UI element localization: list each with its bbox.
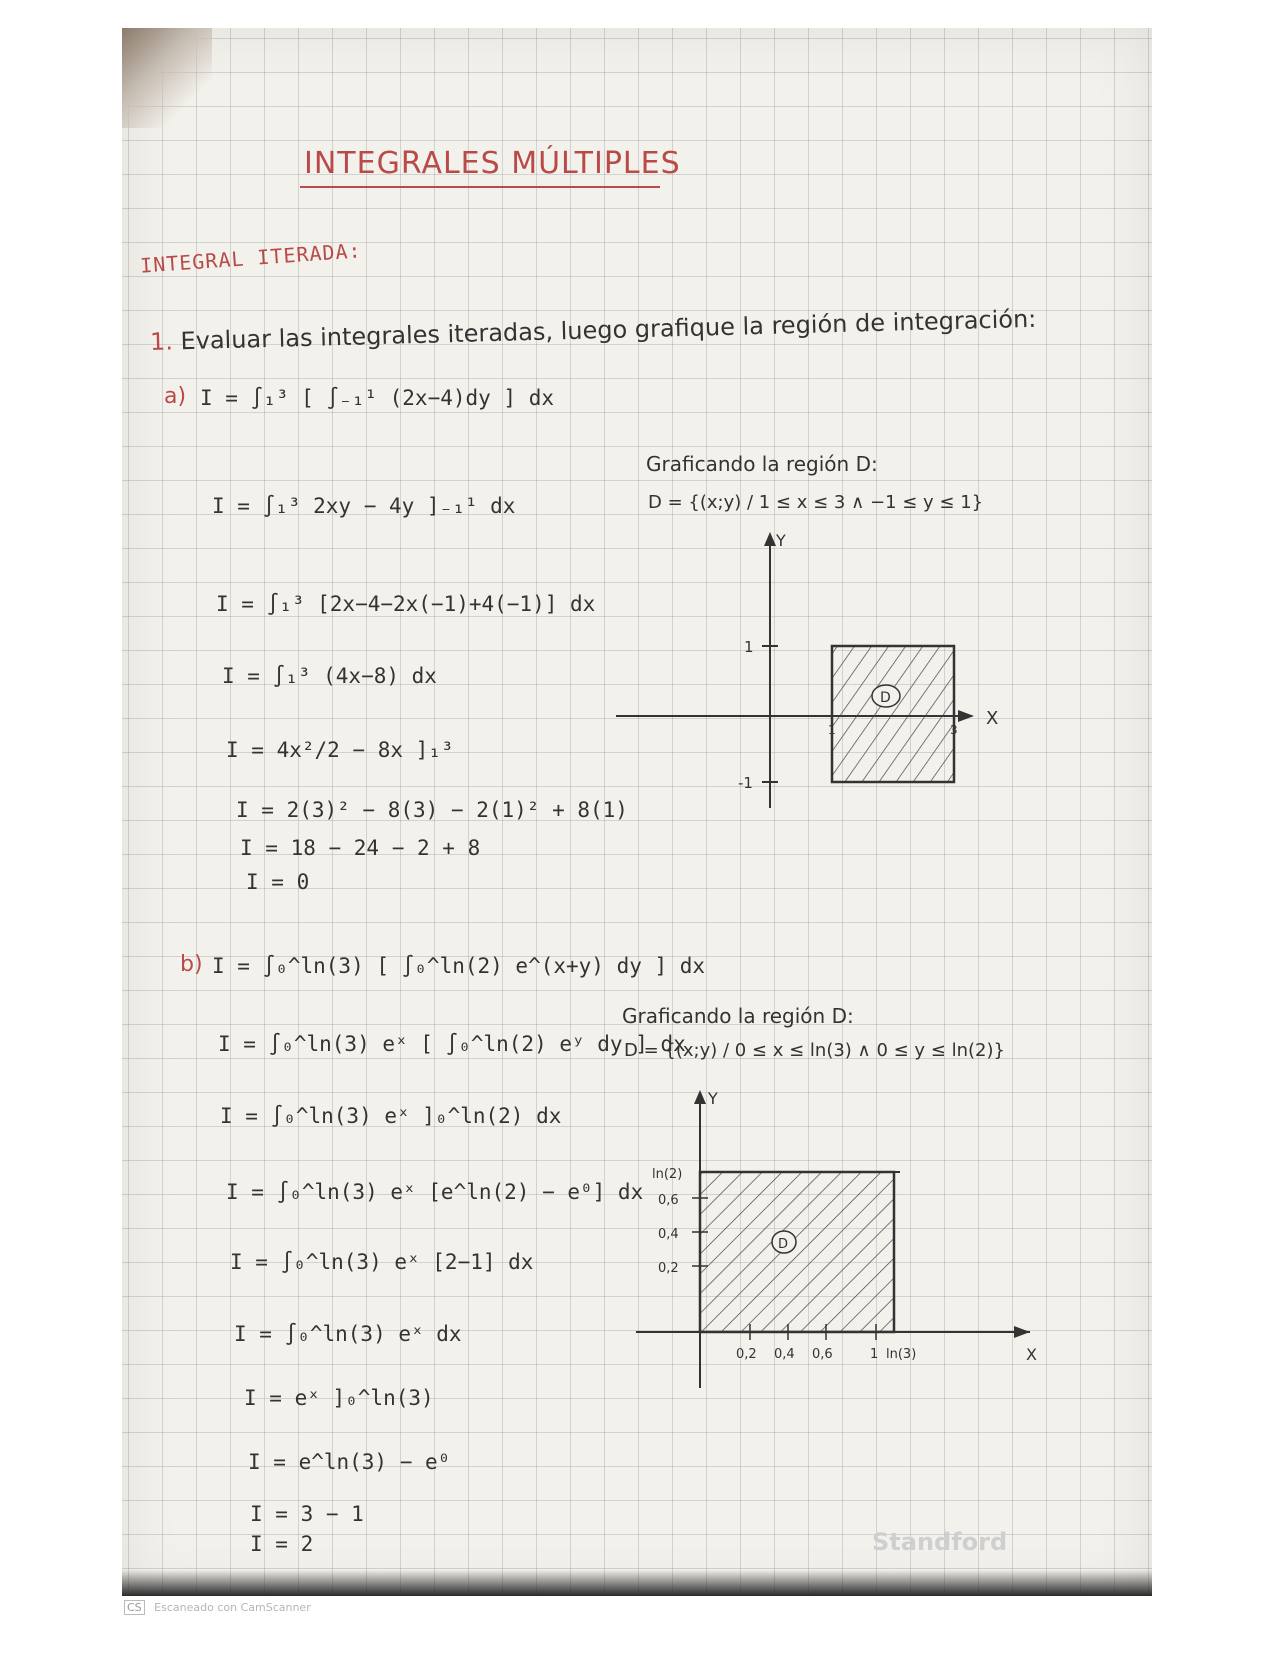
page-bottom-edge — [122, 1570, 1152, 1596]
part-b-step: I = ∫₀^ln(3) eˣ dx — [234, 1322, 462, 1346]
graph-a-x-tick-3: 3 — [950, 723, 958, 737]
graph-a-set: D = {(x;y) / 1 ≤ x ≤ 3 ∧ −1 ≤ y ≤ 1} — [648, 492, 984, 513]
part-a-step: I = 4x²/2 − 8x ]₁³ — [226, 738, 454, 762]
part-b-step: I = eˣ ]₀^ln(3) — [244, 1386, 434, 1410]
title-underline — [300, 186, 660, 188]
part-b-label: b) — [180, 952, 203, 977]
graph-b-region — [700, 1172, 894, 1332]
graph-b-y-tick: 0,6 — [658, 1193, 679, 1208]
section-heading: INTEGRAL ITERADA: — [139, 238, 363, 278]
page-title: INTEGRALES MÚLTIPLES — [304, 146, 681, 181]
graph-b-x-label: X — [1026, 1345, 1037, 1364]
graph-a-region — [832, 646, 954, 782]
part-b-step: I = 3 − 1 — [250, 1502, 364, 1526]
scanner-text: Escaneado con CamScanner — [154, 1601, 311, 1614]
part-a-step: I = 2(3)² − 8(3) − 2(1)² + 8(1) — [236, 798, 628, 822]
graph-b-y-tick: ln(2) — [652, 1167, 683, 1182]
graph-b-x-tick: 0,6 — [812, 1347, 833, 1362]
graph-a-y-tick-bottom: -1 — [738, 774, 753, 792]
graph-a-y-tick-top: 1 — [744, 638, 754, 656]
graph-b-y-label: Y — [708, 1089, 718, 1108]
graph-b-set: D = {(x;y) / 0 ≤ x ≤ ln(3) ∧ 0 ≤ y ≤ ln(2)} — [624, 1040, 1005, 1061]
graph-a-region-label: D — [880, 690, 891, 706]
scanner-logo: CS — [124, 1600, 145, 1615]
graph-b-title: Graficando la región D: — [622, 1004, 854, 1028]
graph-a-x-tick-1: 1 — [828, 723, 836, 737]
graph-b-region-label: D — [778, 1237, 789, 1252]
graph-a-x-label: X — [986, 708, 999, 729]
graph-b-y-tick: 0,2 — [658, 1261, 679, 1276]
graph-a-title: Graficando la región D: — [646, 452, 878, 476]
part-a-step: I = 18 − 24 − 2 + 8 — [240, 836, 481, 860]
part-a-result: I = 0 — [246, 870, 310, 894]
part-a-step: I = ∫₁³ [ ∫₋₁¹ (2x−4)dy ] dx — [200, 386, 555, 410]
graph-a-y-label: Y — [776, 531, 786, 550]
scanner-watermark — [124, 1600, 311, 1615]
page-corner-shadow — [122, 28, 212, 128]
part-b-step: I = e^ln(3) − e⁰ — [248, 1450, 451, 1474]
part-b-result: I = 2 — [250, 1532, 314, 1556]
part-b-step: I = ∫₀^ln(3) eˣ [e^ln(2) − e⁰] dx — [226, 1180, 644, 1204]
part-a-label: a) — [164, 384, 187, 409]
graph-a-x-arrow — [958, 710, 974, 722]
part-a-step: I = ∫₁³ 2xy − 4y ]₋₁¹ dx — [212, 494, 516, 518]
part-b-step: I = ∫₀^ln(3) eˣ ]₀^ln(2) dx — [220, 1104, 562, 1128]
part-b-step: I = ∫₀^ln(3) eˣ [2−1] dx — [230, 1250, 534, 1274]
exercise-text: Evaluar las integrales iteradas, luego grafique la región de integración: — [180, 304, 1037, 356]
graph-a-y-arrow — [764, 532, 776, 546]
graph-b — [630, 1086, 1050, 1396]
graph-b-x-tick: 0,4 — [774, 1347, 795, 1362]
graph-b-y-arrow — [694, 1090, 706, 1104]
part-a-step: I = ∫₁³ [2x−4−2x(−1)+4(−1)] dx — [216, 592, 596, 616]
notebook-brand: Standford — [872, 1528, 1008, 1556]
graph-b-x-tick: 0,2 — [736, 1347, 757, 1362]
graph-a — [612, 528, 1012, 818]
graph-b-x-arrow — [1014, 1326, 1030, 1338]
part-b-step: I = ∫₀^ln(3) [ ∫₀^ln(2) e^(x+y) dy ] dx — [212, 954, 706, 978]
exercise-number: 1. — [149, 327, 174, 356]
graph-b-x-tick: ln(3) — [886, 1347, 917, 1362]
part-a-step: I = ∫₁³ (4x−8) dx — [222, 664, 437, 688]
graph-b-y-tick: 0,4 — [658, 1227, 679, 1242]
graph-b-x-tick: 1 — [870, 1347, 879, 1362]
part-b-step: I = ∫₀^ln(3) eˣ [ ∫₀^ln(2) eʸ dy ] dx — [218, 1032, 686, 1056]
